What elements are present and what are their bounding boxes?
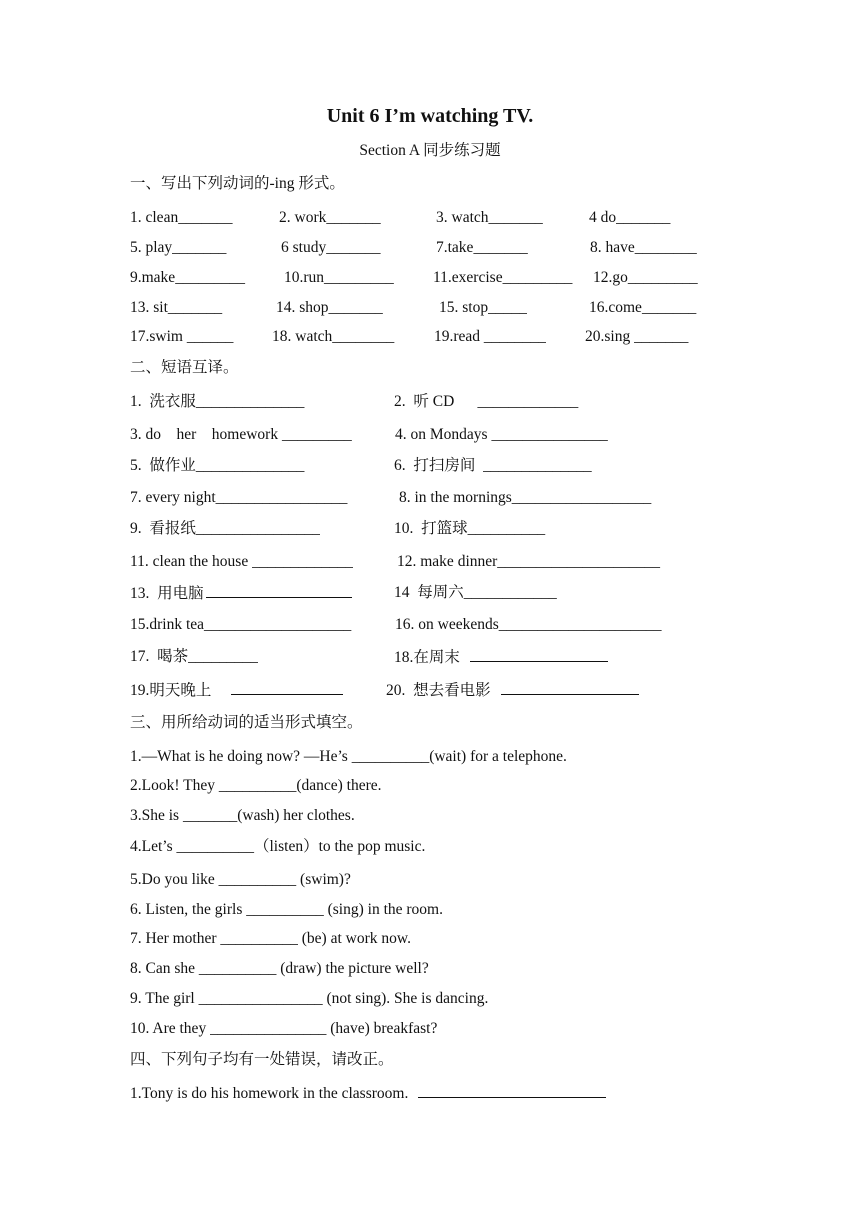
answer-blank <box>470 646 608 662</box>
section-heading-3: 三、用所给动词的适当形式填空。 <box>130 714 363 731</box>
verb-item: 8. have________ <box>590 239 697 256</box>
verb-item: 6 study_______ <box>281 239 381 256</box>
phrase-item: 2. 听 CD _____________ <box>394 393 579 410</box>
verb-item: 11.exercise_________ <box>433 269 573 286</box>
verb-item: 17.swim ______ <box>130 328 234 345</box>
phrase-item: 14 每周六____________ <box>394 584 557 601</box>
verb-item: 1. clean_______ <box>130 209 233 226</box>
phrase-item: 3. do her homework _________ <box>130 426 352 443</box>
answer-blank <box>501 679 639 695</box>
verb-item: 7.take_______ <box>436 239 528 256</box>
phrase-item: 13. 用电脑 <box>130 582 352 605</box>
phrase-item: 1. 洗衣服______________ <box>130 393 305 410</box>
fill-item: 5.Do you like __________ (swim)? <box>130 871 351 888</box>
verb-item: 12.go_________ <box>593 269 698 286</box>
page-subtitle: Section A 同步练习题 <box>359 142 501 159</box>
section-heading-4: 四、下列句子均有一处错误，请改正。 <box>130 1051 394 1068</box>
verb-item: 19.read ________ <box>434 328 546 345</box>
phrase-item: 16. on weekends_____________________ <box>395 616 662 633</box>
fill-item: 6. Listen, the girls __________ (sing) in the room. <box>130 901 443 918</box>
page-title: Unit 6 I’m watching TV. <box>326 105 534 127</box>
answer-blank <box>418 1082 606 1098</box>
verb-item: 5. play_______ <box>130 239 227 256</box>
phrase-item: 9. 看报纸________________ <box>130 520 320 537</box>
verb-item: 13. sit_______ <box>130 299 223 316</box>
verb-item: 15. stop_____ <box>439 299 527 316</box>
phrase-item: 7. every night_________________ <box>130 489 348 506</box>
answer-blank <box>206 582 352 598</box>
phrase-item: 5. 做作业______________ <box>130 457 305 474</box>
verb-item: 18. watch________ <box>272 328 395 345</box>
fill-item: 10. Are they _______________ (have) breakfast? <box>130 1020 438 1037</box>
phrase-item: 10. 打篮球__________ <box>394 520 546 537</box>
answer-blank <box>231 679 343 695</box>
phrase-item: 20. 想去看电影 <box>386 679 639 702</box>
verb-item: 16.come_______ <box>589 299 697 316</box>
verb-item: 4 do_______ <box>589 209 671 226</box>
fill-item: 2.Look! They __________(dance) there. <box>130 777 382 794</box>
verb-item: 2. work_______ <box>279 209 381 226</box>
phrase-item: 18.在周末 <box>394 646 608 669</box>
verb-item: 10.run_________ <box>284 269 394 286</box>
verb-item: 20.sing _______ <box>585 328 689 345</box>
phrase-item: 8. in the mornings__________________ <box>399 489 652 506</box>
fill-item: 3.She is _______(wash) her clothes. <box>130 807 355 824</box>
fill-item: 1.—What is he doing now? —He’s __________(wait) for a telephone. <box>130 748 567 765</box>
verb-item: 9.make_________ <box>130 269 245 286</box>
phrase-item: 12. make dinner_____________________ <box>397 553 661 570</box>
fill-item: 4.Let’s __________（listen）to the pop music. <box>130 838 426 855</box>
verb-item: 14. shop_______ <box>276 299 383 316</box>
fill-item: 9. The girl ________________ (not sing). She is dancing. <box>130 990 489 1007</box>
phrase-item: 6. 打扫房间 ______________ <box>394 457 592 474</box>
phrase-item: 11. clean the house _____________ <box>130 553 353 570</box>
section-heading-1: 一、写出下列动词的-ing 形式。 <box>130 175 345 192</box>
phrase-item: 17. 喝茶_________ <box>130 648 258 665</box>
fill-item: 7. Her mother __________ (be) at work now. <box>130 930 411 947</box>
phrase-item: 19.明天晚上 <box>130 679 343 702</box>
phrase-item: 15.drink tea___________________ <box>130 616 352 633</box>
fill-item: 8. Can she __________ (draw) the picture well? <box>130 960 429 977</box>
section-heading-2: 二、短语互译。 <box>130 359 239 376</box>
correction-item: 1.Tony is do his homework in the classroom. <box>130 1082 606 1105</box>
verb-item: 3. watch_______ <box>436 209 543 226</box>
phrase-item: 4. on Mondays _______________ <box>395 426 608 443</box>
